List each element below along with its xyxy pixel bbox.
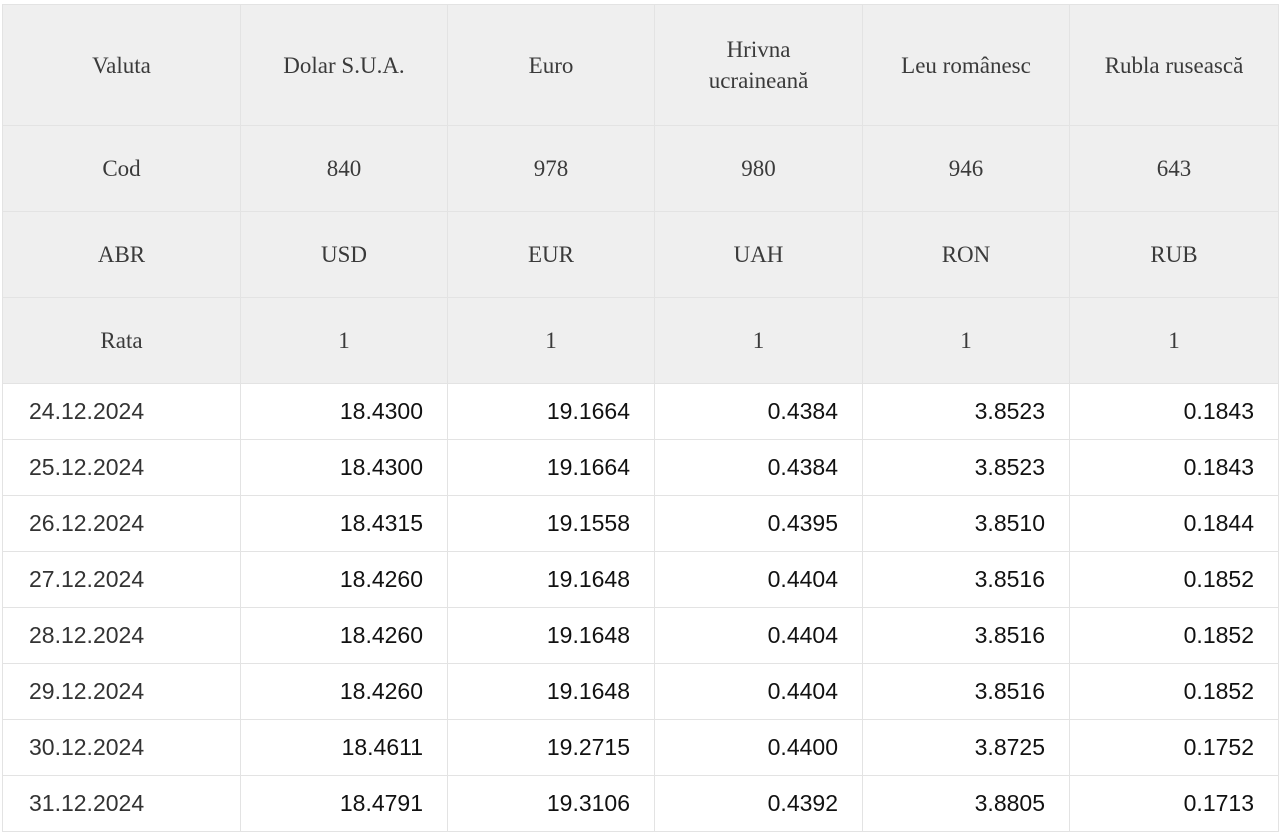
row-date: 28.12.2024	[3, 608, 241, 664]
table-row	[3, 608, 1279, 664]
rate-value: 0.4404	[655, 664, 863, 720]
currency-name: Rubla rusească	[1070, 5, 1279, 126]
currency-rate-unit: 1	[655, 298, 863, 384]
rate-value: 3.8516	[863, 664, 1070, 720]
rate-value: 3.8805	[863, 776, 1070, 832]
table-row	[3, 384, 1279, 440]
rate-value: 0.1852	[1070, 552, 1279, 608]
rate-value: 19.1648	[448, 608, 655, 664]
currency-name: Hrivna ucraineană	[655, 5, 863, 126]
currency-abbreviation: UAH	[655, 212, 863, 298]
rate-value: 18.4300	[241, 440, 448, 496]
row-label-rate: Rata	[3, 298, 241, 384]
row-date: 31.12.2024	[3, 776, 241, 832]
currency-name: Euro	[448, 5, 655, 126]
rate-value: 3.8516	[863, 608, 1070, 664]
rate-value: 18.4260	[241, 664, 448, 720]
currency-abbreviation: RUB	[1070, 212, 1279, 298]
header-row-rate	[3, 298, 1279, 384]
currency-name: Dolar S.U.A.	[241, 5, 448, 126]
rate-value: 19.1648	[448, 664, 655, 720]
rate-value: 3.8725	[863, 720, 1070, 776]
currency-rate-unit: 1	[448, 298, 655, 384]
rate-value: 19.1648	[448, 552, 655, 608]
table-row	[3, 552, 1279, 608]
currency-rate-unit: 1	[1070, 298, 1279, 384]
row-date: 26.12.2024	[3, 496, 241, 552]
rate-value: 0.1852	[1070, 664, 1279, 720]
rate-value: 0.1752	[1070, 720, 1279, 776]
rate-value: 18.4260	[241, 608, 448, 664]
rate-value: 0.4392	[655, 776, 863, 832]
currency-code: 643	[1070, 126, 1279, 212]
rate-value: 0.1843	[1070, 384, 1279, 440]
header-row-abbreviation	[3, 212, 1279, 298]
currency-code: 840	[241, 126, 448, 212]
currency-rate-unit: 1	[863, 298, 1070, 384]
row-date: 24.12.2024	[3, 384, 241, 440]
table-row	[3, 720, 1279, 776]
rate-value: 0.4384	[655, 384, 863, 440]
table-row	[3, 496, 1279, 552]
rate-value: 18.4300	[241, 384, 448, 440]
rate-value: 3.8516	[863, 552, 1070, 608]
row-label-abbreviation: ABR	[3, 212, 241, 298]
row-date: 25.12.2024	[3, 440, 241, 496]
currency-code: 980	[655, 126, 863, 212]
row-date: 30.12.2024	[3, 720, 241, 776]
table-row	[3, 664, 1279, 720]
rate-value: 19.2715	[448, 720, 655, 776]
row-label-currency: Valuta	[3, 5, 241, 126]
rate-value: 18.4791	[241, 776, 448, 832]
rate-value: 0.1844	[1070, 496, 1279, 552]
currency-abbreviation: EUR	[448, 212, 655, 298]
currency-rate-unit: 1	[241, 298, 448, 384]
currency-code: 946	[863, 126, 1070, 212]
rate-value: 3.8523	[863, 384, 1070, 440]
rate-value: 19.1664	[448, 440, 655, 496]
row-date: 29.12.2024	[3, 664, 241, 720]
table-row	[3, 440, 1279, 496]
exchange-rate-table	[2, 4, 1279, 832]
rate-value: 0.4404	[655, 608, 863, 664]
rate-value: 19.1558	[448, 496, 655, 552]
rate-value: 0.4400	[655, 720, 863, 776]
rate-value: 19.1664	[448, 384, 655, 440]
rate-value: 0.1843	[1070, 440, 1279, 496]
rate-value: 18.4611	[241, 720, 448, 776]
header-row-code	[3, 126, 1279, 212]
row-label-code: Cod	[3, 126, 241, 212]
rate-value: 0.4395	[655, 496, 863, 552]
rate-value: 19.3106	[448, 776, 655, 832]
rate-value: 3.8510	[863, 496, 1070, 552]
header-row-currency	[3, 5, 1279, 126]
table-row	[3, 776, 1279, 832]
rate-value: 0.4384	[655, 440, 863, 496]
currency-code: 978	[448, 126, 655, 212]
rate-value: 18.4315	[241, 496, 448, 552]
rate-value: 18.4260	[241, 552, 448, 608]
rate-value: 3.8523	[863, 440, 1070, 496]
rate-value: 0.4404	[655, 552, 863, 608]
currency-abbreviation: USD	[241, 212, 448, 298]
currency-name: Leu românesc	[863, 5, 1070, 126]
rate-value: 0.1852	[1070, 608, 1279, 664]
rate-value: 0.1713	[1070, 776, 1279, 832]
currency-abbreviation: RON	[863, 212, 1070, 298]
row-date: 27.12.2024	[3, 552, 241, 608]
